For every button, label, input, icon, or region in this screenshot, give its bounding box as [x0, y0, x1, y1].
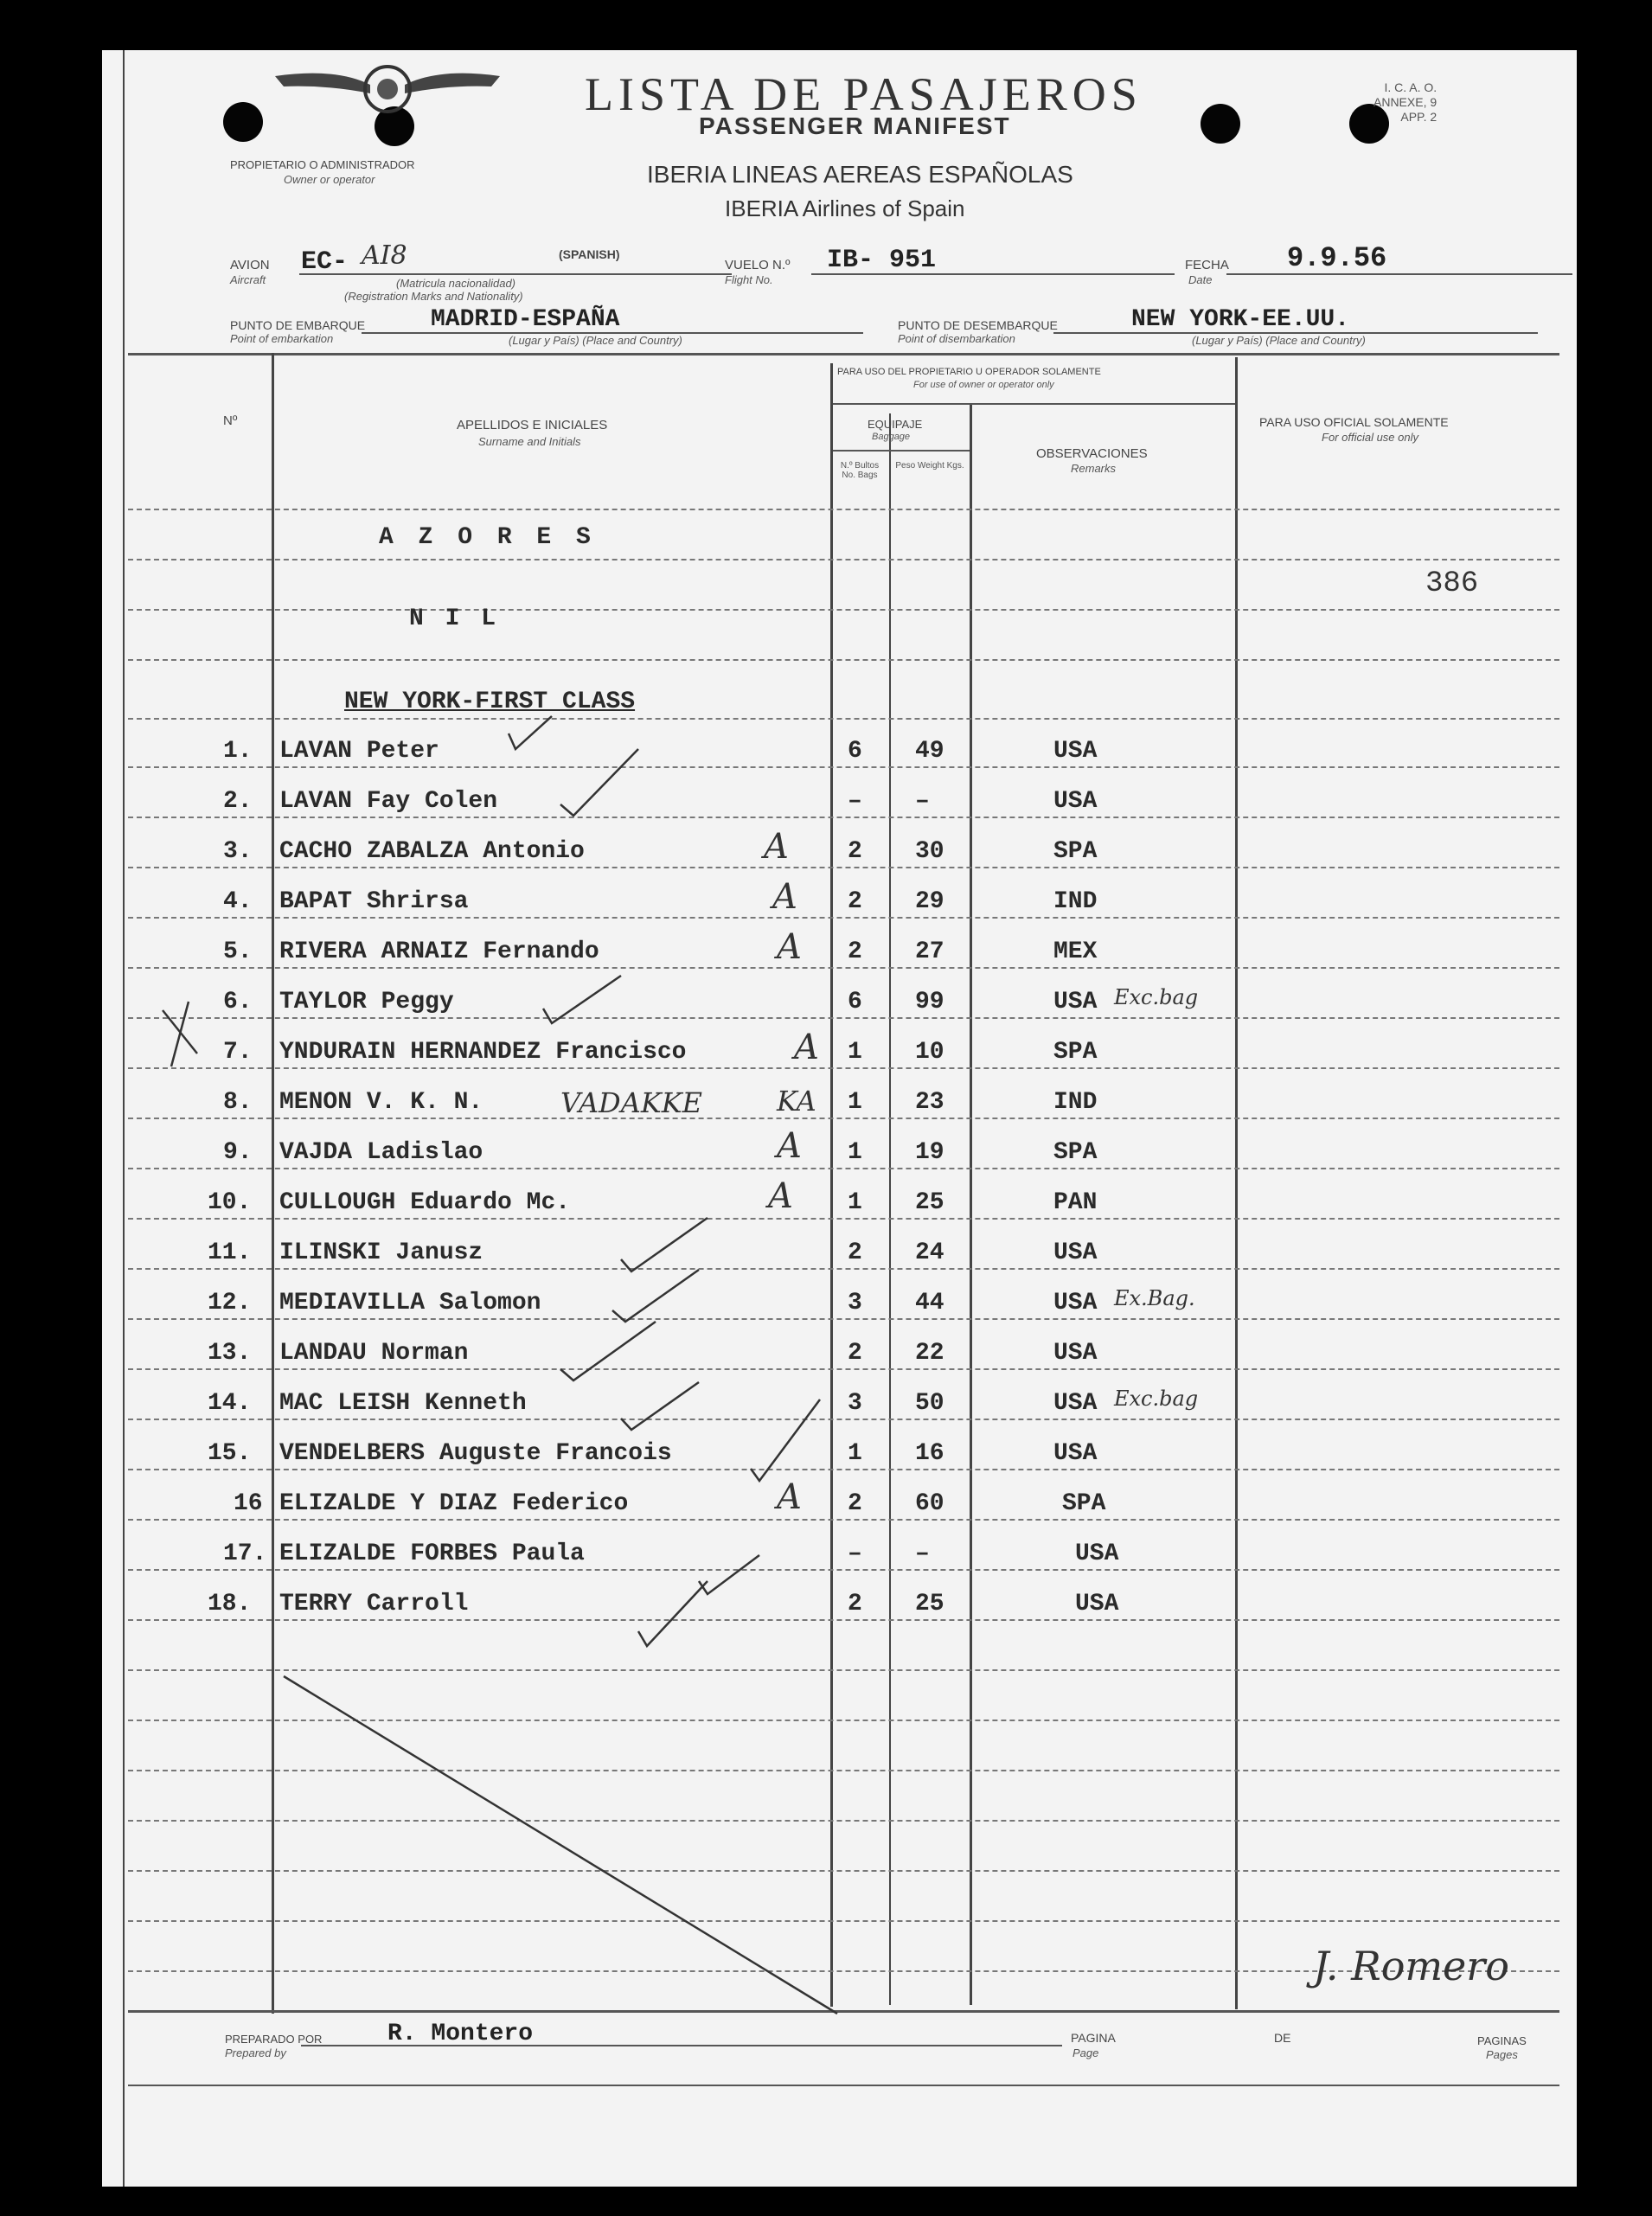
- flight-label-en: Flight No.: [725, 273, 773, 286]
- nationality: PAN: [1053, 1189, 1098, 1216]
- of-label: DE: [1274, 2031, 1291, 2045]
- header-official: PARA USO OFICIAL SOLAMENTE: [1259, 415, 1449, 429]
- bags-count: 3: [848, 1290, 862, 1316]
- signature: J. Romero: [1313, 1943, 1509, 1989]
- page-label: PAGINA: [1071, 2031, 1116, 2045]
- nationality: USA: [1053, 1239, 1098, 1266]
- remark-note: Exc.bag: [1114, 1387, 1199, 1411]
- airline-name-en: IBERIA Airlines of Spain: [725, 195, 965, 221]
- bags-count: 1: [848, 1139, 862, 1166]
- nationality: USA: [1075, 1591, 1119, 1617]
- nationality: SPA: [1053, 1139, 1098, 1166]
- baggage-weight: 44: [915, 1290, 944, 1316]
- passenger-name: LANDAU Norman: [279, 1340, 469, 1367]
- bags-count: 2: [848, 938, 862, 965]
- title-es: LISTA DE PASAJEROS: [585, 68, 1143, 120]
- baggage-weight: 27: [915, 938, 944, 965]
- nationality: USA: [1053, 738, 1098, 765]
- header-baggage: EQUIPAJE: [868, 418, 923, 431]
- passenger-name: YNDURAIN HERNANDEZ Francisco: [279, 1039, 687, 1066]
- disembark-label: PUNTO DE DESEMBARQUE: [898, 318, 1058, 332]
- bags-count: 2: [848, 1239, 862, 1266]
- airline-name: IBERIA LINEAS AEREAS ESPAÑOLAS: [647, 161, 1073, 188]
- bags-count: 3: [848, 1390, 862, 1417]
- row-number: 6.: [223, 989, 253, 1015]
- baggage-weight: 19: [915, 1139, 944, 1166]
- passenger-name: TAYLOR Peggy: [279, 989, 454, 1015]
- baggage-weight: 24: [915, 1239, 944, 1266]
- passenger-name: MAC LEISH Kenneth: [279, 1390, 527, 1417]
- baggage-weight: 25: [915, 1189, 944, 1216]
- footer-bottom-line: [128, 2085, 1559, 2086]
- date-label: FECHA: [1185, 258, 1229, 272]
- bags-count: –: [848, 788, 862, 815]
- registration-label: (Matricula nacionalidad): [396, 277, 516, 290]
- nationality: SPA: [1053, 838, 1098, 865]
- row-number: 18.: [208, 1591, 252, 1617]
- row-number: 13.: [208, 1340, 252, 1367]
- embark-value: MADRID-ESPAÑA: [431, 306, 620, 333]
- baggage-weight: 25: [915, 1591, 944, 1617]
- title-en: PASSENGER MANIFEST: [699, 112, 1011, 139]
- row-number: 16: [234, 1490, 263, 1517]
- header-name: APELLIDOS E INICIALES: [457, 418, 608, 432]
- bags-count: –: [848, 1540, 862, 1567]
- check-marks: [102, 50, 1577, 2187]
- aircraft-label: AVION: [230, 258, 270, 272]
- disembark-label-en: Point of disembarkation: [898, 332, 1015, 345]
- passenger-name: CULLOUGH Eduardo Mc.: [279, 1189, 571, 1216]
- handwritten-a-mark: A: [794, 1028, 819, 1067]
- row-number: 9.: [223, 1139, 253, 1166]
- row-number: 2.: [223, 788, 253, 815]
- nationality: USA: [1053, 1290, 1098, 1316]
- prepared-by-value: R. Montero: [387, 2021, 534, 2047]
- date-value: 9.9.56: [1287, 242, 1387, 274]
- row-number: 14.: [208, 1390, 252, 1417]
- nationality: IND: [1053, 888, 1098, 915]
- row-number: 8.: [223, 1089, 253, 1116]
- header-owner-use-en: For use of owner or operator only: [913, 380, 1054, 390]
- date-label-en: Date: [1188, 273, 1213, 286]
- disembark-place-hint: (Lugar y País) (Place and Country): [1192, 334, 1366, 347]
- row-number: 11.: [208, 1239, 252, 1266]
- header-owner-use: PARA USO DEL PROPIETARIO U OPERADOR SOLAMENTE: [837, 367, 1101, 377]
- passenger-name: VAJDA Ladislao: [279, 1139, 483, 1166]
- baggage-weight: 16: [915, 1440, 944, 1467]
- owner-label: PROPIETARIO O ADMINISTRADOR: [230, 158, 415, 171]
- handwritten-a-mark: A: [777, 1477, 802, 1517]
- pages-label-en: Pages: [1486, 2048, 1518, 2061]
- baggage-weight: 30: [915, 838, 944, 865]
- header-remarks-en: Remarks: [1071, 462, 1117, 475]
- row-number: 4.: [223, 888, 253, 915]
- baggage-weight: 22: [915, 1340, 944, 1367]
- baggage-weight: –: [915, 1540, 930, 1567]
- handwritten-a-mark: A: [777, 927, 802, 967]
- prepared-underline: [301, 2045, 1062, 2046]
- prepared-by-label: PREPARADO POR: [225, 2033, 323, 2046]
- bags-count: 1: [848, 1440, 862, 1467]
- baggage-weight: 50: [915, 1390, 944, 1417]
- passenger-name: LAVAN Fay Colen: [279, 788, 498, 815]
- manifest-page: [102, 50, 1577, 2187]
- baggage-weight: 23: [915, 1089, 944, 1116]
- embark-label-en: Point of embarkation: [230, 332, 334, 345]
- flight-value: IB- 951: [827, 246, 937, 275]
- row-number: 1.: [223, 738, 253, 765]
- row-number: 3.: [223, 838, 253, 865]
- remark-note: Exc.bag: [1114, 985, 1199, 1009]
- row-number: 7.: [223, 1039, 253, 1066]
- passenger-name: ELIZALDE Y DIAZ Federico: [279, 1490, 629, 1517]
- nationality: SPA: [1062, 1490, 1106, 1517]
- baggage-weight: 29: [915, 888, 944, 915]
- flight-label: VUELO N.º: [725, 258, 791, 272]
- handwritten-a-mark: A: [772, 877, 797, 917]
- passenger-name: ELIZALDE FORBES Paula: [279, 1540, 585, 1567]
- row-number: 10.: [208, 1189, 252, 1216]
- embark-place-hint: (Lugar y País) (Place and Country): [509, 334, 682, 347]
- bags-count: 2: [848, 888, 862, 915]
- passenger-name: BAPAT Shrirsa: [279, 888, 469, 915]
- stop-azores: A Z O R E S: [379, 524, 596, 551]
- bags-count: 1: [848, 1189, 862, 1216]
- nationality: IND: [1053, 1089, 1098, 1116]
- header-name-en: Surname and Initials: [478, 435, 581, 448]
- bags-count: 6: [848, 989, 862, 1015]
- bags-count: 6: [848, 738, 862, 765]
- page-label-en: Page: [1073, 2046, 1099, 2059]
- nationality: USA: [1053, 1390, 1098, 1417]
- nationality: USA: [1075, 1540, 1119, 1567]
- row-number: 15.: [208, 1440, 252, 1467]
- nationality: USA: [1053, 1340, 1098, 1367]
- aircraft-registration-handwritten: AI8: [362, 240, 407, 271]
- row-number: 12.: [208, 1290, 252, 1316]
- owner-label-en: Owner or operator: [284, 173, 375, 186]
- passenger-name: ILINSKI Janusz: [279, 1239, 483, 1266]
- aircraft-value: EC-: [301, 247, 349, 277]
- remark-note: Ex.Bag.: [1114, 1286, 1195, 1310]
- nationality: MEX: [1053, 938, 1098, 965]
- nationality: USA: [1053, 1440, 1098, 1467]
- nationality: USA: [1053, 788, 1098, 815]
- nationality-value: (SPANISH): [559, 247, 620, 261]
- nationality: USA: [1053, 989, 1098, 1015]
- baggage-weight: –: [915, 788, 930, 815]
- header-weight: Peso Weight Kgs.: [895, 461, 964, 471]
- row-number: 5.: [223, 938, 253, 965]
- icao-reference: I. C. A. O. ANNEXE, 9 APP. 2: [1373, 80, 1437, 124]
- class-heading: NEW YORK-FIRST CLASS: [344, 688, 636, 715]
- handwritten-a-mark: A: [768, 1176, 793, 1216]
- prepared-by-label-en: Prepared by: [225, 2046, 286, 2059]
- embark-label: PUNTO DE EMBARQUE: [230, 318, 366, 332]
- baggage-weight: 10: [915, 1039, 944, 1066]
- header-baggage-en: Baggage: [872, 432, 911, 442]
- bags-count: 2: [848, 838, 862, 865]
- passenger-name: MENON V. K. N.: [279, 1089, 483, 1116]
- passenger-name: VENDELBERS Auguste Francois: [279, 1440, 672, 1467]
- disembark-value: NEW YORK-EE.UU.: [1131, 306, 1350, 333]
- handwritten-a-mark: A: [764, 827, 789, 867]
- pages-label: PAGINAS: [1477, 2034, 1527, 2047]
- bags-count: 2: [848, 1490, 862, 1517]
- bags-count: 1: [848, 1089, 862, 1116]
- stop-nil: N I L: [409, 605, 500, 632]
- handwritten-a-mark: A: [777, 1126, 802, 1166]
- nationality: SPA: [1053, 1039, 1098, 1066]
- header-remarks: OBSERVACIONES: [1036, 446, 1148, 461]
- aircraft-label-en: Aircraft: [230, 273, 266, 286]
- passenger-name: MEDIAVILLA Salomon: [279, 1290, 541, 1316]
- row-number: 17.: [223, 1540, 267, 1567]
- bags-count: 2: [848, 1340, 862, 1367]
- baggage-weight: 60: [915, 1490, 944, 1517]
- baggage-weight: 49: [915, 738, 944, 765]
- header-bags: N.º Bultos No. Bags: [840, 461, 880, 480]
- registration-label-en: (Registration Marks and Nationality): [344, 290, 523, 303]
- header-number: Nº: [223, 413, 238, 428]
- passenger-name: CACHO ZABALZA Antonio: [279, 838, 585, 865]
- passenger-name: RIVERA ARNAIZ Fernando: [279, 938, 599, 965]
- handwritten-ka: KA: [777, 1085, 816, 1118]
- passenger-name: TERRY Carroll: [279, 1591, 469, 1617]
- handwritten-vadakke: VADAKKE: [560, 1086, 702, 1119]
- bags-count: 2: [848, 1591, 862, 1617]
- header-official-en: For official use only: [1322, 431, 1418, 444]
- baggage-weight: 99: [915, 989, 944, 1015]
- bags-count: 1: [848, 1039, 862, 1066]
- page-stamp-number: 386: [1425, 567, 1479, 600]
- passenger-name: LAVAN Peter: [279, 738, 439, 765]
